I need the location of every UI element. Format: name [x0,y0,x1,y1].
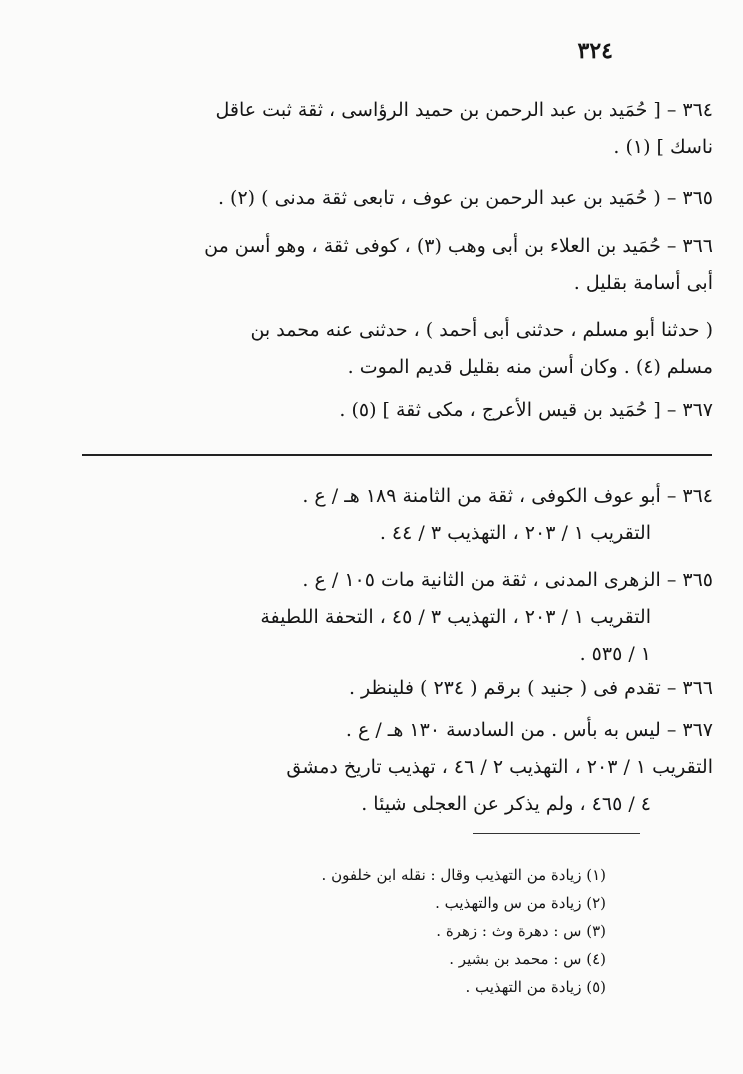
entry-line: ( حُمَيد بن عبد الرحمن بن عوف ، تابعى ثقة مدنى ) (٢) . [217,187,661,209]
footnote-1: (١) زيادة من التهذيب وقال : نقله ابن خلفون . [321,866,606,884]
page-number: ٣٢٤ [577,38,613,64]
footnote-5: (٥) زيادة من التهذيب . [465,978,606,996]
entry-number: ٣٦٥ – [666,187,713,209]
entry-line: أبى أسامة بقليل . [573,272,713,294]
entry-line: التقريب ١ / ٢٠٣ ، التهذيب ٣ / ٤٥ ، التحفة اللطيفة [260,606,651,628]
main-entry-367 [88,392,713,429]
entry-number: ٣٦٧ – [666,719,713,741]
entry-line: حُمَيد بن العلاء بن أبى وهب (٣) ، كوفى ثقة ، وهو أسن من [204,235,661,257]
entry-line: تقدم فى ( جنيد ) برقم ( ٢٣٤ ) فلينظر . [348,677,661,699]
entry-line: [ حُمَيد بن قيس الأعرج ، مكى ثقة ] (٥) . [339,399,661,421]
note-entry-365 [88,562,713,673]
entry-line: التقريب ١ / ٢٠٣ ، التهذيب ٣ / ٤٤ . [379,522,651,544]
main-entry-364 [88,92,713,166]
section-divider [82,454,712,456]
entry-line: ( حدثنا أبو مسلم ، حدثنى أبى أحمد ) ، حدثنى عنه محمد بن [250,319,713,341]
footnote-3: (٣) س : دهرة وث : زهرة . [436,922,606,940]
entry-line: ١ / ٥٣٥ . [579,643,651,665]
main-entry-366 [88,228,713,302]
footnote-divider [473,833,640,834]
entry-line: ناسك ] (١) . [613,136,713,158]
entry-line: أبو عوف الكوفى ، ثقة من الثامنة ١٨٩ هـ / ع . [302,485,661,507]
entry-line: التقريب ١ / ٢٠٣ ، التهذيب ٢ / ٤٦ ، تهذيب تاريخ دمشق [286,756,713,778]
note-entry-364 [88,478,713,552]
entry-number: ٣٦٥ – [666,569,713,591]
entry-number: ٣٦٧ – [666,399,713,421]
entry-number: ٣٦٤ – [666,485,713,507]
main-entry-365 [88,180,713,217]
note-entry-367 [88,712,713,823]
main-entry-366-narration [88,312,713,386]
entry-line: الزهرى المدنى ، ثقة من الثانية مات ١٠٥ / ع . [302,569,661,591]
entry-line: مسلم (٤) . وكان أسن منه بقليل قديم الموت . [347,356,713,378]
entry-number: ٣٦٦ – [666,235,713,257]
entry-number: ٣٦٦ – [666,677,713,699]
entry-line: ٤ / ٤٦٥ ، ولم يذكر عن العجلى شيئا . [361,793,651,815]
entry-number: ٣٦٤ – [666,99,713,121]
footnote-4: (٤) س : محمد بن بشير . [449,950,606,968]
footnote-2: (٢) زيادة من س والتهذيب . [435,894,606,912]
note-entry-366 [88,670,713,707]
entry-line: ليس به بأس . من السادسة ١٣٠ هـ / ع . [345,719,661,741]
entry-line: [ حُمَيد بن عبد الرحمن بن حميد الرؤاسى ، ثقة ثبت عاقل [215,99,661,121]
